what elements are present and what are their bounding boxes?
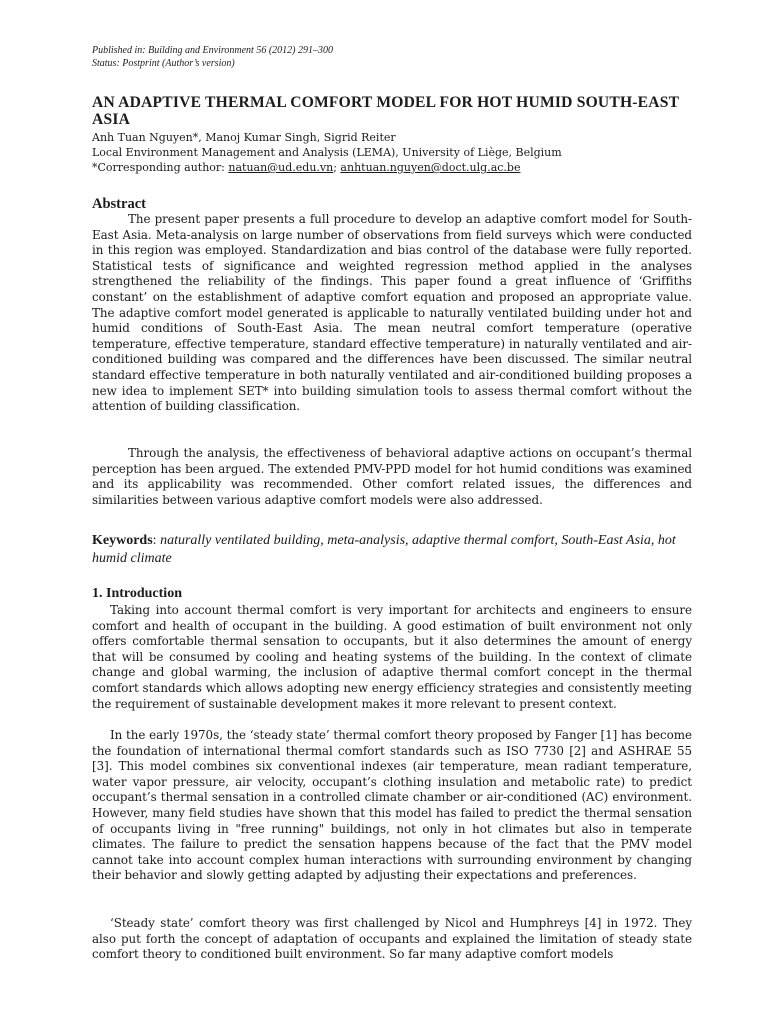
status-line: Status: Postprint (Author’s version)	[92, 58, 235, 69]
introduction-paragraph-3: ‘Steady state’ comfort theory was first challenged by Nicol and Humphreys [4] in 1972. They also put forth the concept of adaptation of occupants and explained the limitation of steady state comfort theory to conditioned built environment. So far many adaptive comfort models	[92, 916, 692, 962]
abstract-paragraph-2: Through the analysis, the effectiveness of behavioral adaptive actions on occupant’s thermal perception has been argued. The extended PMV-PPD model for hot humid conditions was examined and its applicability was recommended. Other comfort related issues, the differences and similarities between various adaptive comfort models were also addressed.	[92, 446, 692, 507]
author-list: Anh Tuan Nguyen*, Manoj Kumar Singh, Sigrid Reiter	[92, 131, 396, 144]
corresponding-author	[92, 160, 692, 175]
introduction-paragraph-2: In the early 1970s, the ‘steady state’ thermal comfort theory proposed by Fanger [1] has become the foundation of international thermal comfort standards such as ISO 7730 [2] and ASHRAE 55 [3]. This model combines six conventional indexes (air temperature, mean radiant temperature, water vapor pressure, air velocity, occupant’s clothing insulation and metabolic rate) to predict occupant’s thermal sensation in a controlled climate chamber or air-conditioned (AC) environment. However, many field studies have shown that this model has failed to predict the thermal sensation of occupants living in "free running" buildings, not only in hot climates but also in temperate climates. The failure to predict the sensation happens because of the fact that the PMV model cannot take into account complex human interactions with surrounding environment by changing their behavior and slowly getting adapted by adjusting their expectations and preferences.	[92, 728, 692, 883]
keywords-list: naturally ventilated building, meta-analysis, adaptive thermal comfort, South-East Asia, hot humid climate	[92, 533, 676, 566]
abstract-paragraph-1: The present paper presents a full procedure to develop an adaptive comfort model for South-East Asia. Meta-analysis on large number of observations from field surveys which were conducted in this region was employed. Standardization and bias control of the database were fully reported. Statistical tests of significance and weighted regression method applied in the analyses strengthened the reliability of the findings. This paper found a great influence of ‘Griffiths constant’ on the establishment of adaptive comfort equation and proposed an appropriate value. The adaptive comfort model generated is applicable to naturally ventilated building under hot and humid conditions of South-East Asia. The mean neutral comfort temperature (operative temperature, effective temperature, standard effective temperature) in naturally ventilated and air-conditioned building was compared and the differences have been discussed. The similar neutral standard effective temperature in both naturally ventilated and air-conditioned building proposes a new idea to implement SET* into building simulation tools to assess thermal comfort without the attention of building classification.	[92, 212, 692, 414]
keywords-label: Keywords	[92, 533, 153, 548]
introduction-paragraph-1: Taking into account thermal comfort is very important for architects and engineers to ensure comfort and health of occupant in the building. A good estimation of built environment not only offers comfortable thermal sensation to occupants, but it also determines the amount of energy that will be consumed by cooling and heating systems of the building. In the context of climate change and global warming, the inclusion of adaptive thermal comfort concept in the thermal comfort standards which allows adopting new energy efficiency strategies and consistently meeting the requirement of sustainable development makes it more relevant to present context.	[92, 603, 692, 711]
email-separator: ;	[333, 161, 341, 174]
published-in-line: Published in: Building and Environment 56 (2012) 291–300	[92, 45, 333, 56]
publication-info	[92, 44, 333, 70]
introduction-heading: 1. Introduction	[92, 586, 182, 601]
paper-title: AN ADAPTIVE THERMAL COMFORT MODEL FOR HOT HUMID SOUTH-EAST ASIA	[92, 94, 679, 128]
corresponding-label: *Corresponding author:	[92, 161, 229, 174]
affiliation: Local Environment Management and Analysis (LEMA), University of Liège, Belgium	[92, 146, 562, 159]
abstract-heading: Abstract	[92, 196, 146, 212]
keywords-block	[92, 532, 692, 568]
author-block	[92, 130, 692, 175]
email-link-primary[interactable]: natuan@ud.edu.vn	[228, 161, 334, 174]
keywords-colon: :	[152, 533, 161, 548]
email-link-secondary[interactable]: anhtuan.nguyen@doct.ulg.ac.be	[340, 161, 521, 174]
